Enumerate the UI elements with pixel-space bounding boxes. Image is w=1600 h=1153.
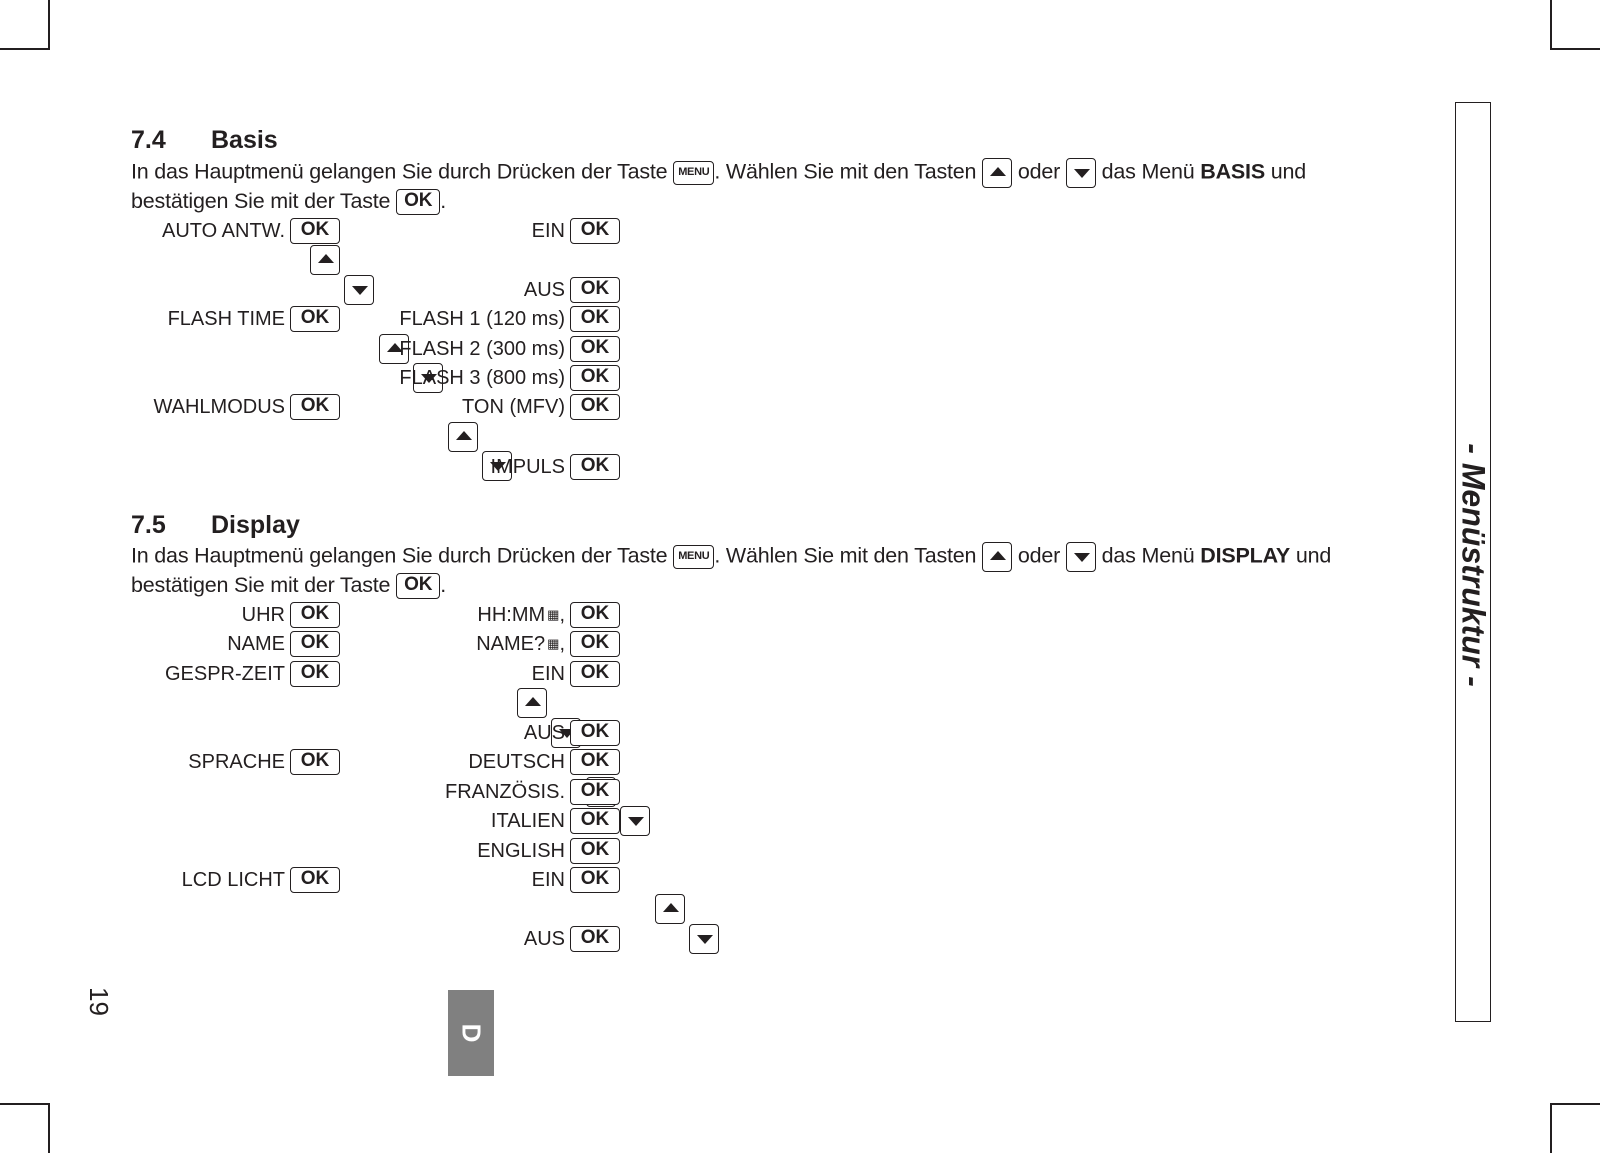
- option-label: FLASH 3 (800 ms): [399, 366, 565, 389]
- up-arrow-icon: [655, 894, 685, 924]
- ok-key: OK: [290, 867, 340, 893]
- menu-item-flash-time: [168, 305, 340, 333]
- option-ton-mfv: [462, 393, 620, 421]
- paragraph-text: das Menü: [1101, 543, 1195, 568]
- crop-mark-bottom-left: [0, 1103, 50, 1153]
- option-label: AUS: [523, 927, 565, 950]
- item-label: FLASH TIME: [167, 307, 285, 330]
- option-label: EIN: [531, 868, 565, 891]
- ok-key: OK: [570, 218, 620, 244]
- ok-key: OK: [570, 720, 620, 746]
- option-flash-1: [399, 305, 620, 333]
- down-arrow-icon: [620, 806, 650, 836]
- item-label: SPRACHE: [188, 750, 285, 773]
- menu-item-auto-antw: [162, 217, 340, 245]
- item-label: GESPR-ZEIT: [164, 662, 285, 685]
- option-italien: [491, 807, 620, 835]
- paragraph-text: . Wählen Sie mit den Tasten: [714, 543, 977, 568]
- paragraph-text: und: [1295, 543, 1332, 568]
- ok-key: OK: [570, 661, 620, 687]
- option-aus: [524, 719, 620, 747]
- option-label: FLASH 1 (120 ms): [399, 307, 565, 330]
- ok-key: OK: [570, 926, 620, 952]
- option-label: FRANZÖSIS.: [444, 780, 565, 803]
- option-label: EIN: [531, 219, 565, 242]
- option-label: AUS: [523, 278, 565, 301]
- section-title: Display: [211, 511, 300, 539]
- ok-key: OK: [570, 838, 620, 864]
- option-label: IMPULS: [490, 455, 565, 478]
- option-label: ENGLISH: [477, 839, 565, 862]
- ok-key: OK: [290, 306, 340, 332]
- language-tab-label: D: [456, 1023, 487, 1043]
- option-label: TON (MFV): [462, 395, 565, 418]
- ok-key: OK: [570, 779, 620, 805]
- ok-key: OK: [570, 306, 620, 332]
- down-arrow-icon: [1066, 542, 1096, 572]
- option-deutsch: [468, 748, 620, 776]
- up-arrow-icon: [448, 422, 478, 452]
- ok-key: OK: [290, 602, 340, 628]
- ok-key: OK: [570, 394, 620, 420]
- option-ein: [532, 217, 620, 245]
- paragraph-text: oder: [1017, 159, 1061, 184]
- paragraph-text: das Menü: [1101, 159, 1195, 184]
- sidebar-title: - Menüstruktur -: [1455, 443, 1492, 687]
- crop-mark-top-left: [0, 0, 50, 50]
- option-separator: ,: [559, 603, 565, 626]
- option-flash-2: [399, 335, 620, 363]
- menu-item-uhr: [242, 601, 340, 629]
- paragraph-text: bestätigen Sie mit der Taste: [131, 189, 391, 213]
- blink-cursor-icon: ▦: [547, 636, 560, 651]
- paragraph-text: oder: [1017, 543, 1061, 568]
- ok-key: OK: [290, 631, 340, 657]
- option-aus-lcd: [524, 925, 620, 953]
- page-number: 19: [83, 987, 114, 1016]
- section-number: 7.5: [131, 511, 166, 539]
- section-paragraph-basis: [131, 158, 1431, 215]
- option-label: AUS: [523, 721, 565, 744]
- menu-key: MENU: [673, 161, 714, 185]
- option-ein: [532, 660, 620, 688]
- menu-item-name: [227, 630, 340, 658]
- option-flash-3: [399, 364, 620, 392]
- paragraph-text: .: [440, 189, 446, 213]
- language-tab: [448, 990, 494, 1076]
- option-franzoesis: [445, 778, 620, 806]
- ok-key: OK: [290, 749, 340, 775]
- option-label: DEUTSCH: [468, 750, 565, 773]
- ok-key: OK: [570, 365, 620, 391]
- ok-key: OK: [396, 573, 440, 599]
- option-name-q: [476, 630, 620, 658]
- ok-key: OK: [570, 602, 620, 628]
- ok-key: OK: [570, 454, 620, 480]
- item-label: UHR: [241, 603, 285, 626]
- option-ein-lcd: [532, 866, 620, 894]
- down-arrow-icon: [1066, 158, 1096, 188]
- item-label: LCD LICHT: [181, 868, 285, 891]
- item-label: NAME: [227, 632, 285, 655]
- paragraph-text: und: [1270, 159, 1307, 184]
- menu-name: BASIS: [1200, 159, 1265, 184]
- menu-item-sprache: [188, 748, 340, 776]
- paragraph-text: .: [440, 573, 446, 597]
- ok-key: OK: [290, 218, 340, 244]
- option-aus: [524, 276, 620, 304]
- ok-key: OK: [570, 867, 620, 893]
- option-label: FLASH 2 (300 ms): [399, 337, 565, 360]
- paragraph-text: . Wählen Sie mit den Tasten: [714, 159, 977, 184]
- ok-key: OK: [396, 189, 440, 215]
- section-heading-basis: [131, 126, 278, 155]
- section-number: 7.4: [131, 126, 166, 154]
- option-separator: ,: [559, 632, 565, 655]
- ok-key: OK: [290, 661, 340, 687]
- blink-cursor-icon: ▦: [547, 607, 560, 622]
- down-arrow-icon: [689, 924, 719, 954]
- option-impuls: [491, 453, 620, 481]
- section-title: Basis: [211, 126, 278, 154]
- ok-key: OK: [290, 394, 340, 420]
- ok-key: OK: [570, 336, 620, 362]
- ok-key: OK: [570, 631, 620, 657]
- item-label: WAHLMODUS: [153, 395, 285, 418]
- menu-item-gespr-zeit: [165, 660, 340, 688]
- option-label: EIN: [531, 662, 565, 685]
- menu-name: DISPLAY: [1200, 543, 1291, 568]
- crop-mark-top-right: [1550, 0, 1600, 50]
- option-label: HH:MM: [477, 603, 546, 626]
- ok-key: OK: [570, 808, 620, 834]
- menu-item-lcd-licht: [182, 866, 340, 894]
- option-english: [477, 837, 620, 865]
- up-arrow-icon: [982, 158, 1012, 188]
- up-arrow-icon: [982, 542, 1012, 572]
- ok-key: OK: [570, 749, 620, 775]
- option-hh-mm: [477, 601, 620, 629]
- up-arrow-icon: [517, 688, 547, 718]
- paragraph-text: In das Hauptmenü gelangen Sie durch Drücken der Taste: [131, 543, 668, 568]
- option-label: ITALIEN: [490, 809, 565, 832]
- paragraph-text: In das Hauptmenü gelangen Sie durch Drücken der Taste: [131, 159, 668, 184]
- paragraph-text: bestätigen Sie mit der Taste: [131, 573, 391, 597]
- menu-key: MENU: [673, 545, 714, 569]
- up-arrow-icon: [310, 245, 340, 275]
- crop-mark-bottom-right: [1550, 1103, 1600, 1153]
- section-paragraph-display: [131, 542, 1431, 599]
- down-arrow-icon: [344, 275, 374, 305]
- item-label: AUTO ANTW.: [162, 219, 285, 242]
- menu-item-wahlmodus: [154, 393, 340, 421]
- option-label: NAME?: [476, 632, 546, 655]
- section-heading-display: [131, 511, 300, 540]
- ok-key: OK: [570, 277, 620, 303]
